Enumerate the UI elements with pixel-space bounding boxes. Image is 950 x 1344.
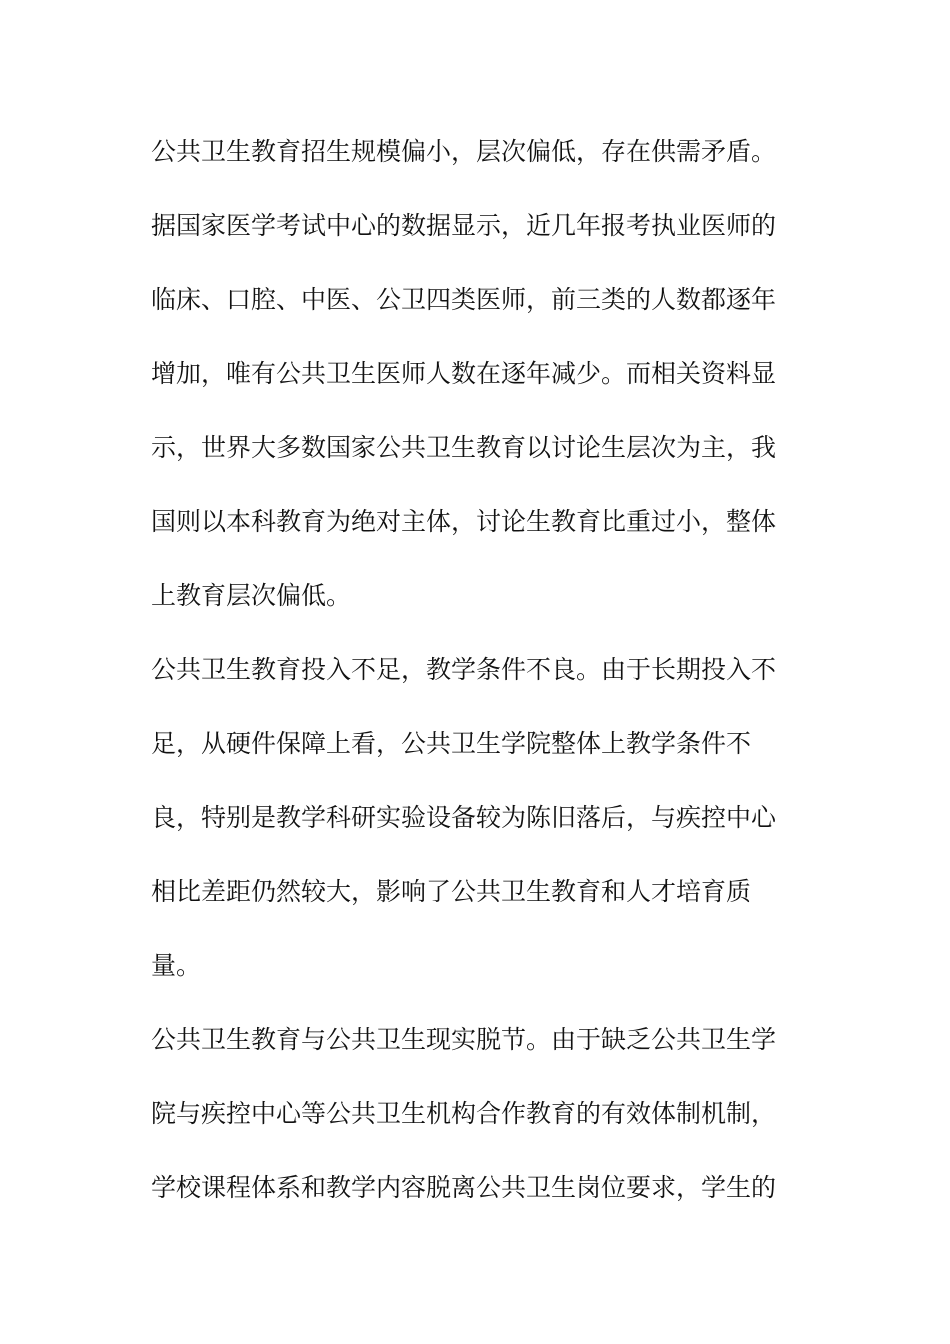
text-line: 量。 <box>151 951 202 980</box>
text-line: 国则以本科教育为绝对主体，讨论生教育比重过小，整体 <box>151 507 777 536</box>
text-line: 良，特别是教学科研实验设备较为陈旧落后，与疾控中心 <box>151 803 777 832</box>
text-line: 公共卫生教育投入不足，教学条件不良。由于长期投入不 <box>151 655 777 684</box>
text-line: 足，从硬件保障上看，公共卫生学院整体上教学条件不 <box>151 729 752 758</box>
text-line: 公共卫生教育招生规模偏小，层次偏低，存在供需矛盾。 <box>151 137 777 166</box>
text-line: 上教育层次偏低。 <box>151 581 352 610</box>
text-line: 学校课程体系和教学内容脱离公共卫生岗位要求，学生的 <box>151 1173 777 1202</box>
text-line: 增加，唯有公共卫生医师人数在逐年减少。而相关资料显 <box>151 359 777 388</box>
text-line: 据国家医学考试中心的数据显示，近几年报考执业医师的 <box>151 211 777 240</box>
text-line: 临床、口腔、中医、公卫四类医师，前三类的人数都逐年 <box>151 285 777 314</box>
text-line: 相比差距仍然较大，影响了公共卫生教育和人才培育质 <box>151 877 752 906</box>
text-line: 院与疾控中心等公共卫生机构合作教育的有效体制机制， <box>151 1099 777 1128</box>
body-text <box>151 127 801 1237</box>
text-line: 公共卫生教育与公共卫生现实脱节。由于缺乏公共卫生学 <box>151 1025 777 1054</box>
text-line: 示，世界大多数国家公共卫生教育以讨论生层次为主，我 <box>151 433 777 462</box>
